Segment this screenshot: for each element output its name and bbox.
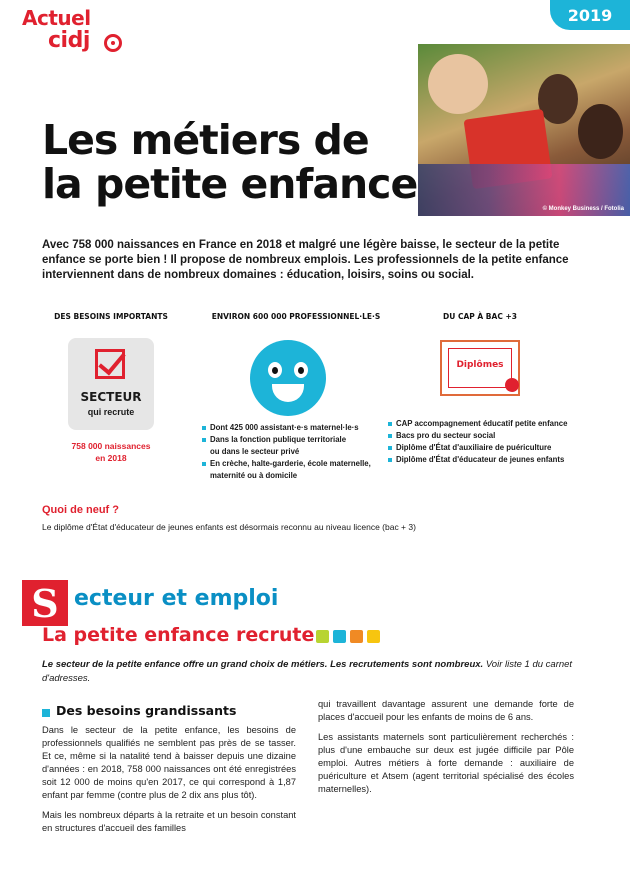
seal-icon [505,378,519,392]
cidj-logo [22,6,132,72]
photo-credit: © Monkey Business / Fotolia [542,206,624,212]
smiley-face-icon [250,340,326,416]
column-heading-needs: DES BESOINS IMPORTANTS [54,312,168,321]
color-square [367,630,380,643]
card-subtitle: qui recrute [87,407,135,417]
color-squares [316,630,380,643]
body-column-left [42,724,296,842]
paragraph: qui travaillent davantage assurent une demande forte de places d'accueil pour les enfants de moins de 6 ans. [318,699,574,722]
heading-growing-needs: Des besoins grandissants [56,703,237,718]
professionals-list [202,422,402,482]
list-item: CAP accompagnement éducatif petite enfance [388,418,608,430]
section-title: ecteur et emploi [74,586,279,611]
color-square [350,630,363,643]
intro-paragraph: Avec 758 000 naissances en France en 2018 et malgré une légère baisse, le secteur de la petite enfance se porte bien ! Il propose de nombreux emplois. Les professionnels de la petite enfance interviennent dans de nombreux domaines : éducation, loisirs, soins ou social. [42,239,569,281]
title-line-1: Les métiers de [42,116,369,164]
lead-bold: Le secteur de la petite enfance offre un grand choix de métiers. Les recrutements sont nombreux. [42,659,484,670]
sector-card [68,338,154,430]
lead-paragraph [42,658,582,686]
page-title [42,118,417,206]
card-title: SECTEUR [80,390,142,404]
column-heading-professionals: ENVIRON 600 000 PROFESSIONNEL·LE·S [211,312,381,321]
list-item: Dans la fonction publique territoriale ou dans le secteur privé [202,434,402,458]
heading-marker [42,709,50,717]
column-heading-diplomas: DU CAP À BAC +3 [443,312,517,321]
cover-photo [418,44,630,216]
diplomas-list [388,418,608,466]
logo-target-icon [104,34,122,52]
news-title: Quoi de neuf ? [42,504,119,516]
color-square [316,630,329,643]
subsection-title: La petite enfance recrute [42,624,315,646]
logo-text-top: Actuel [22,6,91,30]
year-badge: 2019 [550,0,630,30]
births-note: 758 000 naissances en 2018 [71,441,151,463]
paragraph: Dans le secteur de la petite enfance, les besoins de professionnels qualifiés ne semblent pas près de se tasser. Et ce, même si la natalité tend à baisser depuis une dizaine d'années : en 2018, 758 000 naissances ont été enregistrées soit 12 000 de moins qu'en 2017, ce qui correspond à 1,87 enfant par femme (contre plus de 2 dix ans plus tôt). [42,725,296,800]
body-column-right [318,698,574,803]
paragraph: Mais les nombreux départs à la retraite et un besoin constant en structures d'accueil des familles [42,810,296,833]
checkbox-icon [95,349,125,379]
list-item: Dont 425 000 assistant·e·s maternel·le·s [202,422,402,434]
color-square [333,630,346,643]
news-body: Le diplôme d'État d'éducateur de jeunes enfants est désormais reconnu au niveau licence (bac + 3) [42,522,416,532]
paragraph: Les assistants maternels sont particulièrement recherchés : plus d'une embauche sur deux est jugée difficile par Pôle emploi. Autres métiers à forte demande : auxiliaire de puériculture et Atsem (agent territorial spécialisé des écoles maternelles). [318,732,574,794]
list-item: Bacs pro du secteur social [388,430,608,442]
title-line-2: la petite enfance [42,160,418,208]
section-initial: S [22,580,68,626]
list-item: Diplôme d'État d'éducateur de jeunes enfants [388,454,608,466]
list-item: Diplôme d'État d'auxiliaire de puériculture [388,442,608,454]
list-item: En crèche, halte-garderie, école maternelle, maternité ou à domicile [202,458,402,482]
logo-text-bottom: cidj [48,28,90,53]
lead-reference: Voir liste 1 du carnet d'adresses. [42,659,573,684]
diploma-label: Diplômes [456,360,504,370]
